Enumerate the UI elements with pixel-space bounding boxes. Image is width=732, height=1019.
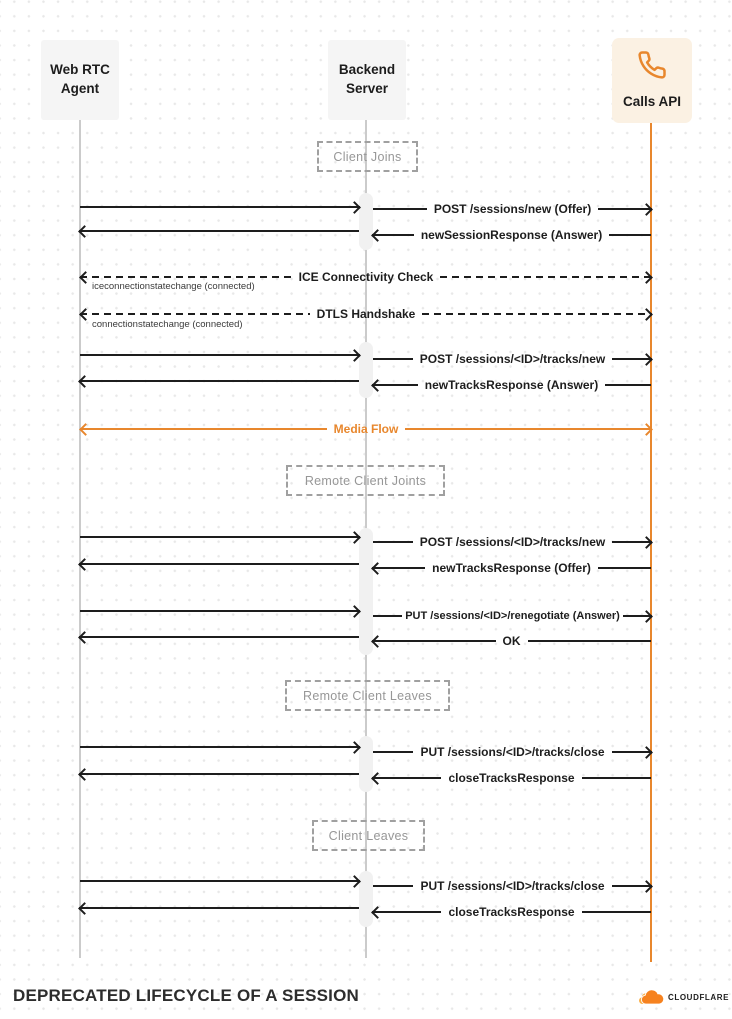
message-label: closeTracksResponse bbox=[448, 771, 575, 785]
actor-label: Calls API bbox=[622, 93, 682, 109]
event-note: connectionstatechange (connected) bbox=[92, 319, 243, 330]
message-arrow bbox=[373, 201, 651, 217]
message-arrow bbox=[80, 766, 359, 782]
message-arrow bbox=[373, 377, 651, 393]
actor-label-line: Agent bbox=[60, 81, 100, 96]
message-arrow bbox=[373, 633, 651, 649]
message-label: closeTracksResponse bbox=[448, 905, 575, 919]
message-label: newTracksResponse (Answer) bbox=[424, 378, 599, 392]
event-note: iceconnectionstatechange (connected) bbox=[92, 281, 255, 292]
message-arrow bbox=[80, 739, 359, 755]
message-arrow bbox=[80, 199, 359, 215]
message-arrow bbox=[373, 560, 651, 576]
message-arrow bbox=[373, 227, 651, 243]
message-arrow bbox=[80, 373, 359, 389]
message-arrow bbox=[80, 347, 359, 363]
activation-bar bbox=[359, 193, 373, 250]
cloudflare-logo bbox=[638, 989, 729, 1006]
activation-bar bbox=[359, 342, 373, 398]
section-label-client-leaves: Client Leaves bbox=[312, 820, 425, 851]
message-arrow bbox=[80, 900, 359, 916]
message-arrow bbox=[373, 534, 651, 550]
message-label: newSessionResponse (Answer) bbox=[420, 228, 603, 242]
actor-calls-api bbox=[612, 38, 692, 123]
actor-backend-server bbox=[328, 40, 406, 120]
actor-label-line: Backend bbox=[338, 62, 396, 78]
message-arrow bbox=[373, 744, 651, 760]
section-label-client-joins: Client Joins bbox=[317, 141, 418, 172]
message-arrow bbox=[80, 603, 359, 619]
message-label: newTracksResponse (Offer) bbox=[432, 561, 591, 575]
message-arrow bbox=[80, 629, 359, 645]
actor-label-line: Server bbox=[345, 81, 389, 96]
message-arrow bbox=[373, 608, 651, 624]
message-label: Media Flow bbox=[333, 422, 399, 436]
message-label: OK bbox=[502, 634, 521, 648]
actor-webrtc-agent bbox=[41, 40, 119, 120]
message-arrow bbox=[80, 873, 359, 889]
message-arrow bbox=[80, 223, 359, 239]
cloudflare-wordmark: CLOUDFLARE bbox=[668, 993, 730, 1002]
cloudflare-cloud-icon bbox=[638, 989, 664, 1006]
message-arrow bbox=[373, 904, 651, 920]
message-arrow bbox=[80, 529, 359, 545]
message-arrow bbox=[373, 770, 651, 786]
message-label: POST /sessions/new (Offer) bbox=[433, 202, 592, 216]
diagram-title: DEPRECATED LIFECYCLE OF A SESSION bbox=[13, 986, 360, 1005]
message-label: DTLS Handshake bbox=[316, 307, 416, 321]
message-label: PUT /sessions/<ID>/tracks/close bbox=[420, 745, 605, 759]
actor-label-line: Web RTC bbox=[50, 62, 110, 78]
message-arrow bbox=[80, 556, 359, 572]
message-label: PUT /sessions/<ID>/renegotiate (Answer) bbox=[405, 609, 620, 622]
message-arrow bbox=[373, 351, 651, 367]
section-label-remote-client-leaves: Remote Client Leaves bbox=[285, 680, 450, 711]
phone-icon bbox=[637, 50, 667, 86]
message-label: PUT /sessions/<ID>/tracks/close bbox=[420, 879, 605, 893]
message-label: POST /sessions/<ID>/tracks/new bbox=[419, 535, 606, 549]
message-label: POST /sessions/<ID>/tracks/new bbox=[419, 352, 606, 366]
activation-bar bbox=[359, 528, 373, 655]
message-arrow bbox=[373, 878, 651, 894]
activation-bar bbox=[359, 736, 373, 792]
media-flow-arrow bbox=[81, 421, 651, 437]
message-label: ICE Connectivity Check bbox=[298, 270, 434, 284]
activation-bar bbox=[359, 871, 373, 927]
section-label-remote-client-joins: Remote Client Joints bbox=[286, 465, 445, 496]
